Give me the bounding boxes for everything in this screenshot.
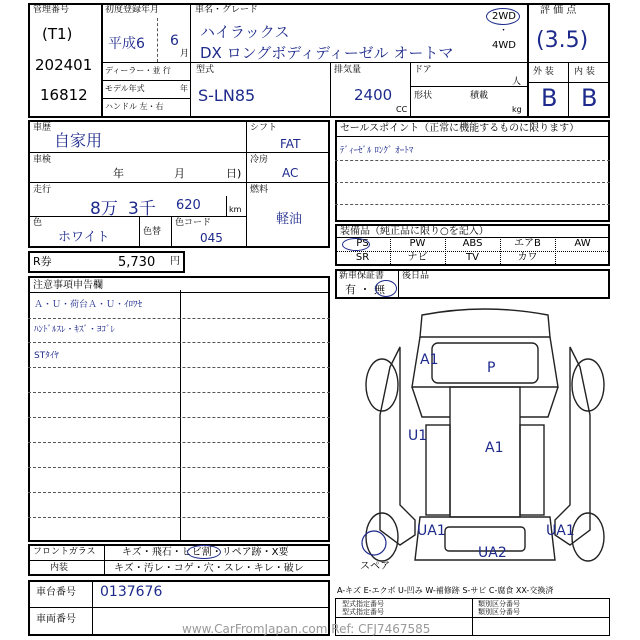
legend: A-キズ E-エクボ U-凹み W-補修跡 S-サビ C-腐食 XX-交換済 bbox=[337, 586, 554, 595]
name-label: 車名・グレード bbox=[195, 5, 259, 15]
usage-value: 自家用 bbox=[54, 131, 103, 150]
name-line1: ハイラックス bbox=[200, 23, 290, 41]
mileage-man: 8万 bbox=[90, 199, 118, 219]
sales-label: セールスポイント（正常に機能するものに限ります） bbox=[340, 123, 580, 134]
shape-label: 形状 bbox=[414, 91, 433, 101]
notes-box bbox=[28, 276, 330, 542]
footer-label-3: 型式指定番号 bbox=[342, 608, 384, 616]
door-label: ドア bbox=[414, 65, 432, 75]
footer-label-2: 類別区分番号 bbox=[478, 600, 520, 608]
equipment-item: カワ bbox=[517, 252, 538, 263]
type-label: 型式 bbox=[196, 65, 215, 75]
color-value: ホワイト bbox=[58, 230, 110, 245]
reg-label: 初度登録年月 bbox=[105, 5, 160, 15]
warranty-label: 新車保証書 bbox=[339, 271, 385, 281]
front-glass-label: フロントガラス bbox=[33, 547, 96, 557]
dmg-a1-body: A1 bbox=[485, 440, 504, 456]
equipment-item: SR bbox=[355, 252, 370, 263]
rating-label: 評 価 点 bbox=[540, 5, 577, 16]
front-glass-text: キズ・飛石・ヒビ割・リペア跡・X要 bbox=[122, 547, 289, 558]
car-number-label: 車両番号 bbox=[36, 614, 76, 625]
dmg-a1-front: A1 bbox=[420, 352, 439, 368]
equipment-item: AW bbox=[574, 238, 591, 249]
notes-line-3: STﾀｲﾔ bbox=[34, 351, 59, 361]
equipment-item: PS bbox=[356, 238, 369, 249]
color-code-label: 色コード bbox=[175, 218, 212, 228]
rating-ext-label: 外 装 bbox=[533, 67, 554, 77]
chassis-label: 車台番号 bbox=[36, 587, 76, 598]
inspection-year: 年 bbox=[113, 167, 124, 180]
recycle-label: R券 bbox=[33, 255, 52, 268]
drive-2wd-circle bbox=[486, 8, 520, 25]
rating-value: (3.5) bbox=[536, 28, 589, 53]
after-label: 後日品 bbox=[402, 271, 430, 281]
equipment-item: PW bbox=[409, 238, 426, 249]
inspection-month: 月 bbox=[174, 167, 185, 180]
mileage-unit: km bbox=[229, 205, 242, 214]
color-label: 色 bbox=[33, 218, 43, 228]
interior-text: キズ・汚レ・コゲ・穴・スレ・キレ・破レ bbox=[114, 563, 304, 574]
equipment-item: ナビ bbox=[407, 252, 428, 263]
spare-label: スペア bbox=[360, 561, 390, 572]
warranty-circle bbox=[375, 280, 397, 297]
equipment-label: 装備品（純正品に限り○を記入） bbox=[340, 226, 489, 237]
usage-label: 車歴 bbox=[33, 123, 52, 133]
dmg-u1: U1 bbox=[408, 428, 428, 444]
notes-line-2: ﾊﾝﾄﾞﾙｽﾚ・ｷｽﾞ・ﾖｺﾞﾚ bbox=[34, 325, 116, 335]
footer-label-1: 型式指定番号 bbox=[342, 600, 384, 608]
dealer-label: ディーラー・並 行 bbox=[105, 66, 171, 75]
drive-2wd: 2WD bbox=[492, 11, 516, 22]
warranty-value: 有 ・ 無 bbox=[345, 283, 385, 296]
mileage-extra: 620 bbox=[176, 198, 201, 213]
type-value: S-LN85 bbox=[198, 86, 256, 105]
color-trim-label: 色替 bbox=[143, 227, 162, 237]
load-label: 積載 bbox=[470, 91, 489, 101]
reg-month: 6 bbox=[170, 33, 179, 49]
capacity-unit: 人 bbox=[512, 77, 522, 87]
rating-int: B bbox=[581, 84, 598, 112]
name-line2: DX ロングボディディーゼル オートマ bbox=[200, 44, 454, 62]
equipment-item: エアB bbox=[514, 238, 541, 249]
handle-label: ハンドル 左・右 bbox=[105, 102, 164, 111]
chassis-value: 0137676 bbox=[100, 584, 163, 600]
rating-int-label: 内 装 bbox=[574, 67, 595, 77]
shift-value: FAT bbox=[280, 137, 301, 151]
ac-label: 冷房 bbox=[250, 155, 269, 165]
mgmt-label: 管理番号 bbox=[33, 5, 70, 15]
displacement-value: 2400 bbox=[354, 86, 393, 104]
reg-era: 平成6 bbox=[108, 36, 145, 52]
mgmt-line3: 16812 bbox=[40, 86, 88, 104]
notes-line-1: Ａ・Ｕ・荷台Ａ・Ｕ・ｲﾛﾜｾ bbox=[34, 300, 143, 310]
drive-dot: ・ bbox=[499, 26, 509, 36]
equipment-item: TV bbox=[466, 252, 479, 263]
recycle-value: 5,730 bbox=[118, 255, 156, 270]
model-year-unit: 年 bbox=[180, 84, 188, 93]
ac-value: AC bbox=[282, 166, 299, 180]
dmg-p: P bbox=[487, 360, 496, 376]
footer-label-4: 類別区分番号 bbox=[478, 608, 520, 616]
displacement-label: 排気量 bbox=[334, 65, 362, 75]
mgmt-line1: (T1) bbox=[42, 25, 73, 43]
inspection-day: 日) bbox=[226, 167, 242, 180]
rating-ext: B bbox=[541, 84, 558, 112]
dmg-ua1-right: UA1 bbox=[546, 523, 575, 539]
reg-month-unit: 月 bbox=[180, 49, 190, 59]
glass-circle bbox=[187, 545, 221, 559]
interior-label: 内装 bbox=[50, 563, 69, 573]
mileage-sen: 3千 bbox=[128, 199, 156, 219]
shift-label: シフト bbox=[250, 123, 278, 133]
inspection-label: 車検 bbox=[33, 155, 52, 165]
dmg-ua2: UA2 bbox=[478, 545, 507, 561]
load-unit: kg bbox=[512, 105, 522, 114]
watermark: www.CarFromJapan.com Ref: CFJ7467585 bbox=[182, 622, 431, 636]
sales-text: ﾃﾞｨｰｾﾞﾙ ﾛﾝｸﾞ ｵｰﾄﾏ bbox=[340, 146, 414, 156]
dmg-ua1-left: UA1 bbox=[417, 523, 446, 539]
mileage-label: 走行 bbox=[33, 185, 52, 195]
drive-4wd: 4WD bbox=[492, 40, 516, 51]
equipment-item: ABS bbox=[462, 238, 483, 249]
mgmt-line2: 202401 bbox=[35, 56, 93, 74]
displacement-unit: CC bbox=[396, 105, 408, 114]
recycle-unit: 円 bbox=[170, 256, 180, 267]
color-code: 045 bbox=[200, 231, 223, 245]
model-year-label: モデル年式 bbox=[105, 84, 145, 93]
fuel-value: 軽油 bbox=[276, 212, 303, 227]
notes-label: 注意事項申告欄 bbox=[33, 280, 103, 291]
fuel-label: 燃料 bbox=[250, 185, 269, 195]
